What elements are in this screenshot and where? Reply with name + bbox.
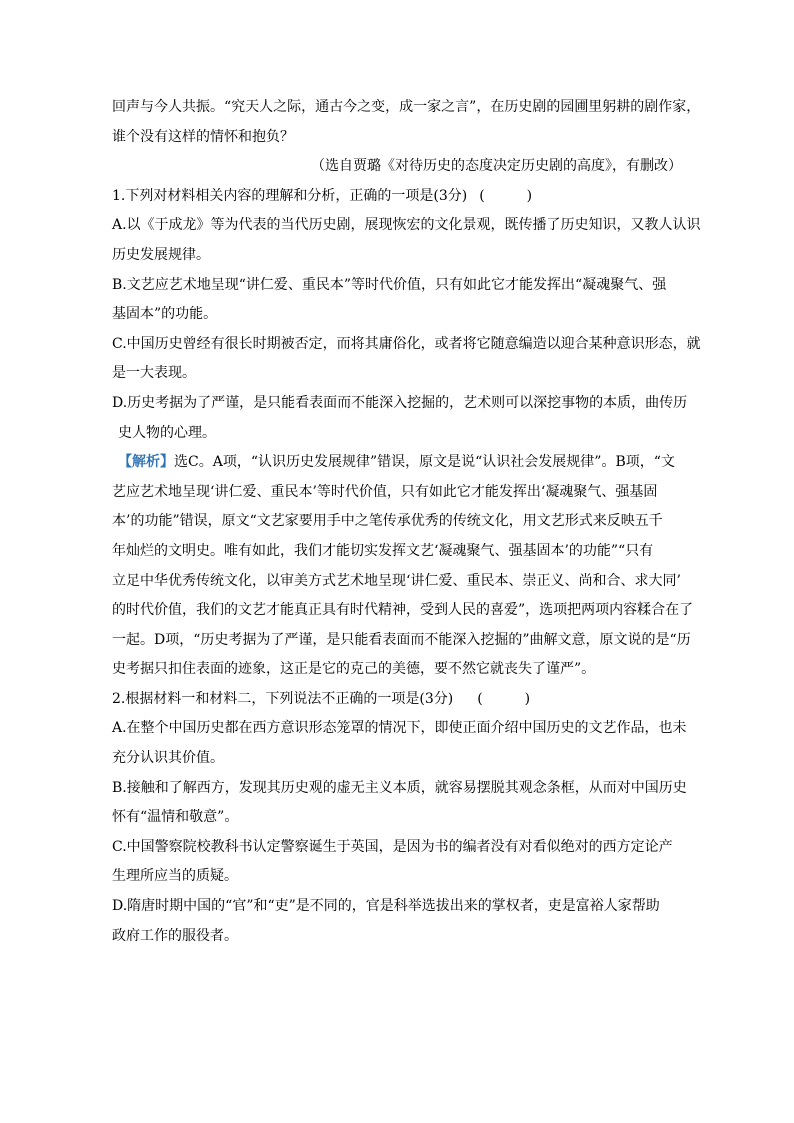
option-2c-line1: C.中国警察院校教科书认定警察诞生于英国，是因为书的编者没有对看似绝对的西方定论产 — [112, 838, 673, 855]
question-2-stem-text: 2.根据材料一和材料二，下列说法不正确的一项是(3分) — [112, 690, 454, 707]
analysis-line: 本’的功能”错误，原文“文艺家要用手中之笔传承优秀的传统文化，用文艺形式来反映五千 — [112, 513, 663, 530]
option-2d-line1: D.隋唐时期中国的“官”和“吏”是不同的，官是科举选拔出来的掌权者，吏是富裕人家帮助 — [112, 898, 660, 915]
passage-line: 回声与今人共振。“究天人之际，通古今之变，成一家之言”，在历史剧的园圃里躬耕的剧作家， — [112, 99, 701, 115]
analysis-line: 的时代价值，我们的文艺才能真正具有时代精神，受到人民的喜爱”，选项把两项内容糅合在了 — [112, 602, 694, 619]
analysis-line: 史考据只扣住表面的迹象，这正是它的克己的美德，要不然它就丧失了谨严”。 — [112, 661, 596, 678]
option-1b-line2: 基固本”的功能。 — [112, 306, 218, 323]
passage-line: 谁个没有这样的情怀和抱负？ — [112, 128, 294, 145]
option-1c-line2: 是一大表现。 — [112, 365, 196, 382]
passage-source: （选自贾璐《对待历史的态度决定历史剧的高度》，有删改） — [311, 158, 682, 175]
analysis-first-line — [112, 448, 682, 478]
answer-paren-open: ( — [479, 187, 485, 204]
document-page — [112, 93, 701, 951]
question-1-stem-text: 1.下列对材料相关内容的理解和分析，正确的一项是(3分) — [112, 187, 468, 204]
answer-paren-close: ) — [526, 187, 533, 204]
analysis-line: 年灿烂的文明史。唯有如此，我们才能切实发挥文艺‘凝魂聚气、强基固本’的功能”“只有 — [112, 542, 654, 559]
option-2c-line2: 生理所应当的质疑。 — [112, 868, 238, 885]
option-1d-line1: D.历史考据为了严谨，是只能看表面而不能深入挖掘的，艺术则可以深挖事物的本质，曲传历 — [112, 394, 688, 411]
option-2d-line2: 政府工作的服役者。 — [112, 927, 238, 944]
analysis-line: 艺应艺术地呈现‘讲仁爱、重民本’等时代价值，只有如此它才能发挥出‘凝魂聚气、强基固 — [112, 483, 658, 500]
option-2a-line2: 充分认识其价值。 — [112, 750, 224, 767]
question-2-stem — [112, 685, 682, 715]
option-2a-line1: A.在整个中国历史都在西方意识形态笼罩的情况下，即使正面介绍中国历史的文艺作品，也未 — [112, 720, 687, 737]
option-1a-line2: 历史发展规律。 — [112, 246, 210, 263]
option-2b-line2: 怀有“温情和敬意”。 — [112, 809, 239, 826]
option-2b-line1: B.接触和了解西方，发现其历史观的虚无主义本质，就容易摆脱其观念条框，从而对中国历史 — [112, 779, 687, 796]
option-1a-line1: A.以《于成龙》等为代表的当代历史剧，展现恢宏的文化景观，既传播了历史知识，又教人认识 — [112, 217, 701, 234]
option-1d-line2: 史人物的心理。 — [118, 424, 216, 441]
answer-paren-close: ) — [524, 690, 531, 707]
analysis-line: 一起。D项，“历史考据为了严谨，是只能看表面而不能深入挖掘的”曲解文意，原文说的是“历 — [112, 631, 691, 648]
question-1-stem — [112, 182, 682, 212]
option-1b-line1: B.文艺应艺术地呈现“讲仁爱、重民本”等时代价值，只有如此它才能发挥出“凝魂聚气、强 — [112, 276, 667, 293]
analysis-tag: 【解析】 — [118, 454, 174, 471]
analysis-line: 立足中华优秀传统文化，以审美方式艺术地呈现‘讲仁爱、重民本、崇正义、尚和合、求大同’ — [112, 572, 681, 589]
answer-paren-open: ( — [477, 690, 483, 707]
option-1c-line1: C.中国历史曾经有很长时期被否定，而将其庸俗化，或者将它随意编造以迎合某种意识形态，就 — [112, 335, 701, 352]
analysis-text: 选C。A项，“认识历史发展规律”错误，原文是说“认识社会发展规律”。B项，“文 — [174, 454, 675, 471]
